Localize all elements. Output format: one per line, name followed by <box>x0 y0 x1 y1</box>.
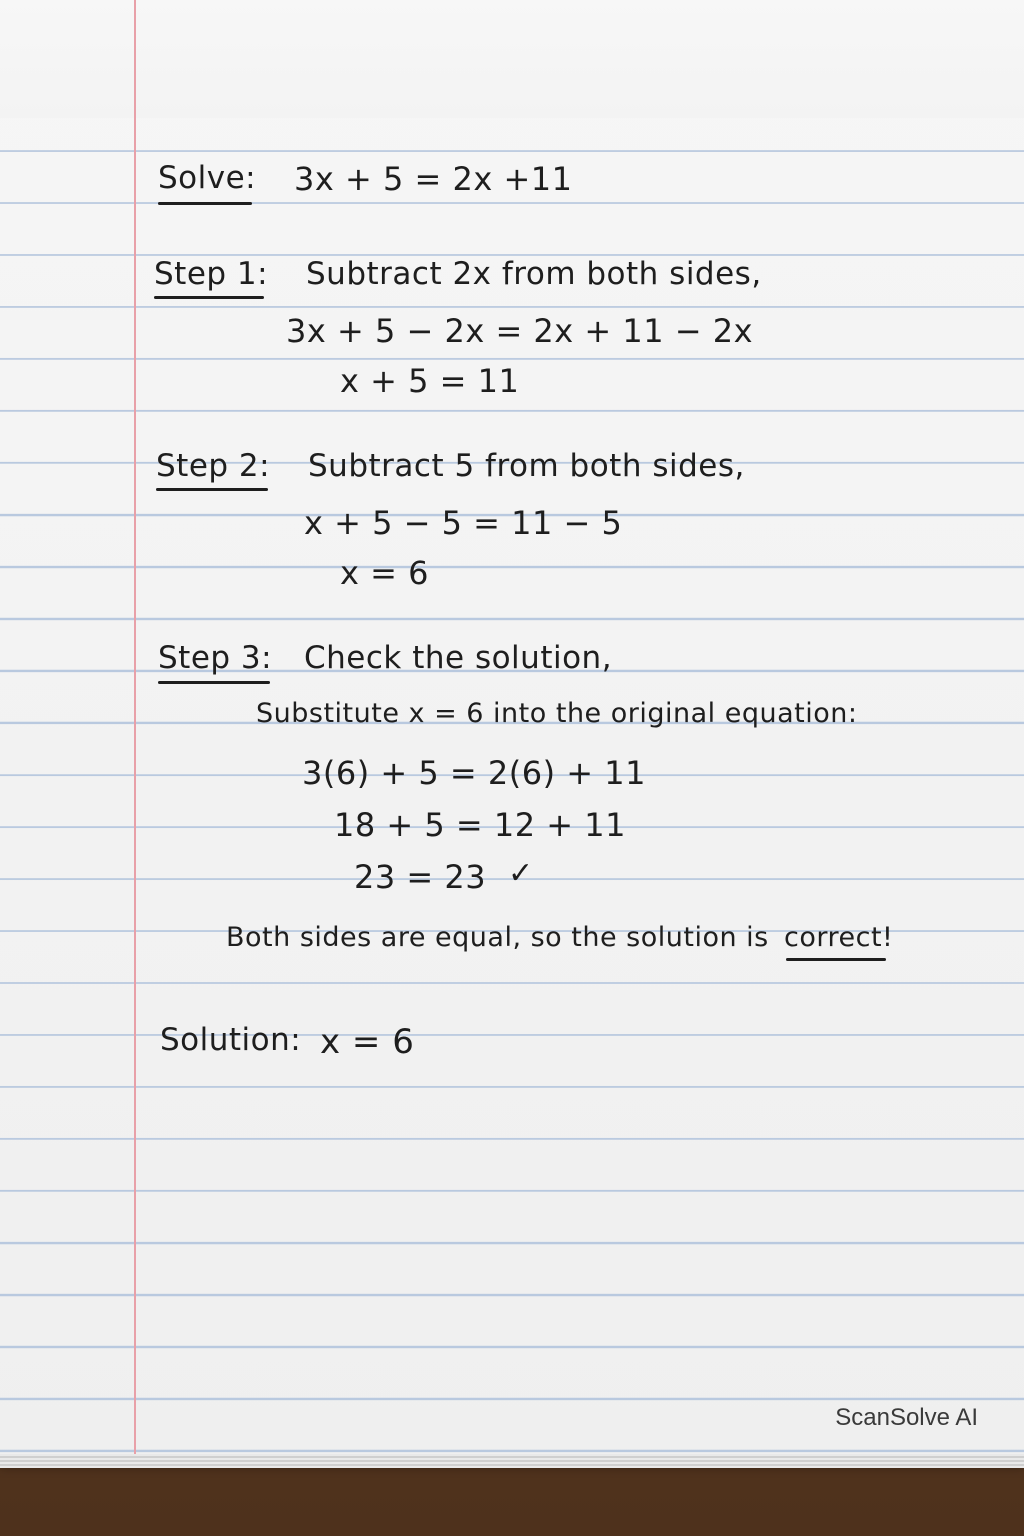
step2-equation-2: x = 6 <box>340 554 429 592</box>
step2-instruction: Subtract 5 from both sides, <box>308 448 745 484</box>
step3-equation-1: 3(6) + 5 = 2(6) + 11 <box>302 754 646 792</box>
step1-label: Step 1: <box>154 256 269 292</box>
conclusion-emphasis: correct! <box>784 922 894 953</box>
step3-substitute-note: Substitute x = 6 into the original equation: <box>256 698 858 729</box>
conclusion-text: Both sides are equal, so the solution is <box>226 922 769 953</box>
step3-equation-3: 23 = 23 <box>354 858 487 896</box>
problem-equation: 3x + 5 = 2x +11 <box>294 160 573 198</box>
solution-value: x = 6 <box>320 1022 415 1062</box>
paper-stack-edge <box>0 1454 1024 1468</box>
step3-label: Step 3: <box>158 640 273 676</box>
check-mark-icon: ✓ <box>508 856 534 891</box>
step2-equation-1: x + 5 − 5 = 11 − 5 <box>304 504 623 542</box>
step1-underline <box>154 296 264 299</box>
brand-watermark: ScanSolve AI <box>835 1404 978 1431</box>
paper-header-area <box>0 0 1024 118</box>
solve-underline <box>158 202 252 205</box>
solution-label: Solution: <box>160 1022 302 1058</box>
step1-equation-1: 3x + 5 − 2x = 2x + 11 − 2x <box>286 312 754 350</box>
step3-instruction: Check the solution, <box>304 640 613 676</box>
correct-underline <box>786 958 886 961</box>
step2-label: Step 2: <box>156 448 271 484</box>
solve-label: Solve: <box>158 160 257 196</box>
step1-instruction: Subtract 2x from both sides, <box>306 256 762 292</box>
step3-equation-2: 18 + 5 = 12 + 11 <box>334 806 626 844</box>
step1-equation-2: x + 5 = 11 <box>340 362 520 400</box>
step2-underline <box>156 488 268 491</box>
step3-underline <box>158 681 270 684</box>
margin-line <box>134 0 136 1462</box>
